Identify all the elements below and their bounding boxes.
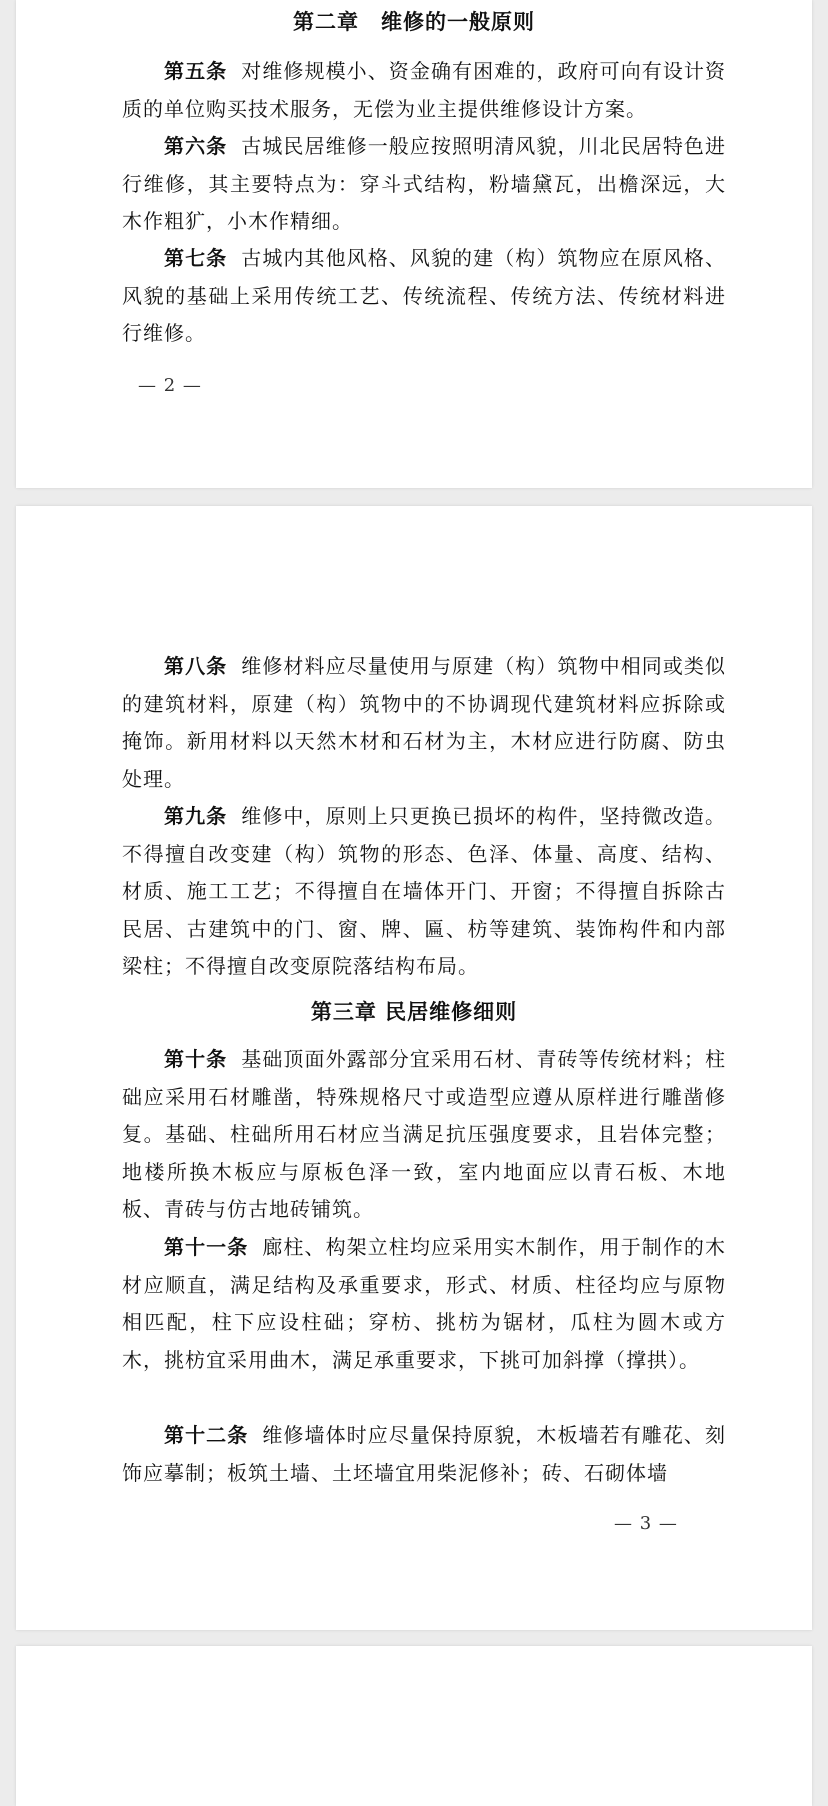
chapter-heading: 第二章 维修的一般原则 bbox=[293, 9, 535, 34]
document-page-2 bbox=[16, 0, 812, 488]
article-label: 第七条 bbox=[164, 246, 228, 270]
article-text: 基础顶面外露部分宜采用石材、青砖等传统材料；柱础应采用石材雕凿，特殊规格尺寸或造型应遵从原样进行雕凿修复。基础、柱础所用石材应当满足抗压强度要求，且岩体完整；地楼所换木板应与原板色泽一致，室内地面应以青石板、木地板、青砖与仿古地砖铺筑。 bbox=[122, 1047, 727, 1221]
page-number: — 2 — bbox=[138, 375, 202, 396]
article-text: 古城民居维修一般应按照明清风貌，川北民居特色进行维修，其主要特点为：穿斗式结构，粉墙黛瓦，出檐深远，大木作粗犷，小木作精细。 bbox=[122, 134, 727, 233]
article-paragraph bbox=[122, 53, 726, 128]
article-label: 第十二条 bbox=[164, 1423, 249, 1447]
article-paragraph bbox=[122, 798, 726, 986]
article-text: 维修中，原则上只更换已损坏的构件，坚持微改造。不得擅自改变建（构）筑物的形态、色泽、体量、高度、结构、材质、施工工艺；不得擅自在墙体开门、开窗；不得擅自拆除古民居、古建筑中的门、窗、牌、匾、枋等建筑、装饰构件和内部梁柱；不得擅自改变原院落结构布局。 bbox=[122, 804, 727, 978]
article-label: 第六条 bbox=[164, 134, 228, 158]
article-label: 第五条 bbox=[164, 59, 228, 83]
article-text: 对维修规模小、资金确有困难的，政府可向有设计资质的单位购买技术服务，无偿为业主提供维修设计方案。 bbox=[122, 59, 727, 121]
page-number: — 3 — bbox=[614, 1513, 678, 1534]
article-paragraph bbox=[122, 1041, 726, 1229]
article-text: 维修墙体时应尽量保持原貌，木板墙若有雕花、刻饰应摹制；板筑土墙、土坯墙宜用柴泥修补；砖、石砌体墙 bbox=[122, 1423, 727, 1485]
article-paragraph bbox=[122, 1417, 726, 1492]
article-paragraph bbox=[122, 128, 726, 241]
document-page-3 bbox=[16, 506, 812, 1630]
article-text: 维修材料应尽量使用与原建（构）筑物中相同或类似的建筑材料，原建（构）筑物中的不协调现代建筑材料应拆除或掩饰。新用材料以天然木材和石材为主，木材应进行防腐、防虫处理。 bbox=[122, 654, 727, 791]
article-paragraph bbox=[122, 648, 726, 798]
article-text: 廊柱、构架立柱均应采用实木制作，用于制作的木材应顺直，满足结构及承重要求，形式、材质、柱径均应与原物相匹配，柱下应设柱础；穿枋、挑枋为锯材，瓜柱为圆木或方木，挑枋宜采用曲木，满足承重要求，下挑可加斜撑（撑拱）。 bbox=[122, 1235, 727, 1372]
document-page-4 bbox=[16, 1646, 812, 1806]
article-label: 第八条 bbox=[164, 654, 228, 678]
article-label: 第十一条 bbox=[164, 1235, 249, 1259]
article-label: 第九条 bbox=[164, 804, 228, 828]
article-text: 古城内其他风格、风貌的建（构）筑物应在原风格、风貌的基础上采用传统工艺、传统流程、传统方法、传统材料进行维修。 bbox=[122, 246, 727, 345]
article-paragraph bbox=[122, 1229, 726, 1417]
chapter-heading: 第三章 民居维修细则 bbox=[310, 999, 518, 1024]
article-label: 第十条 bbox=[164, 1047, 228, 1071]
article-paragraph bbox=[122, 240, 726, 353]
